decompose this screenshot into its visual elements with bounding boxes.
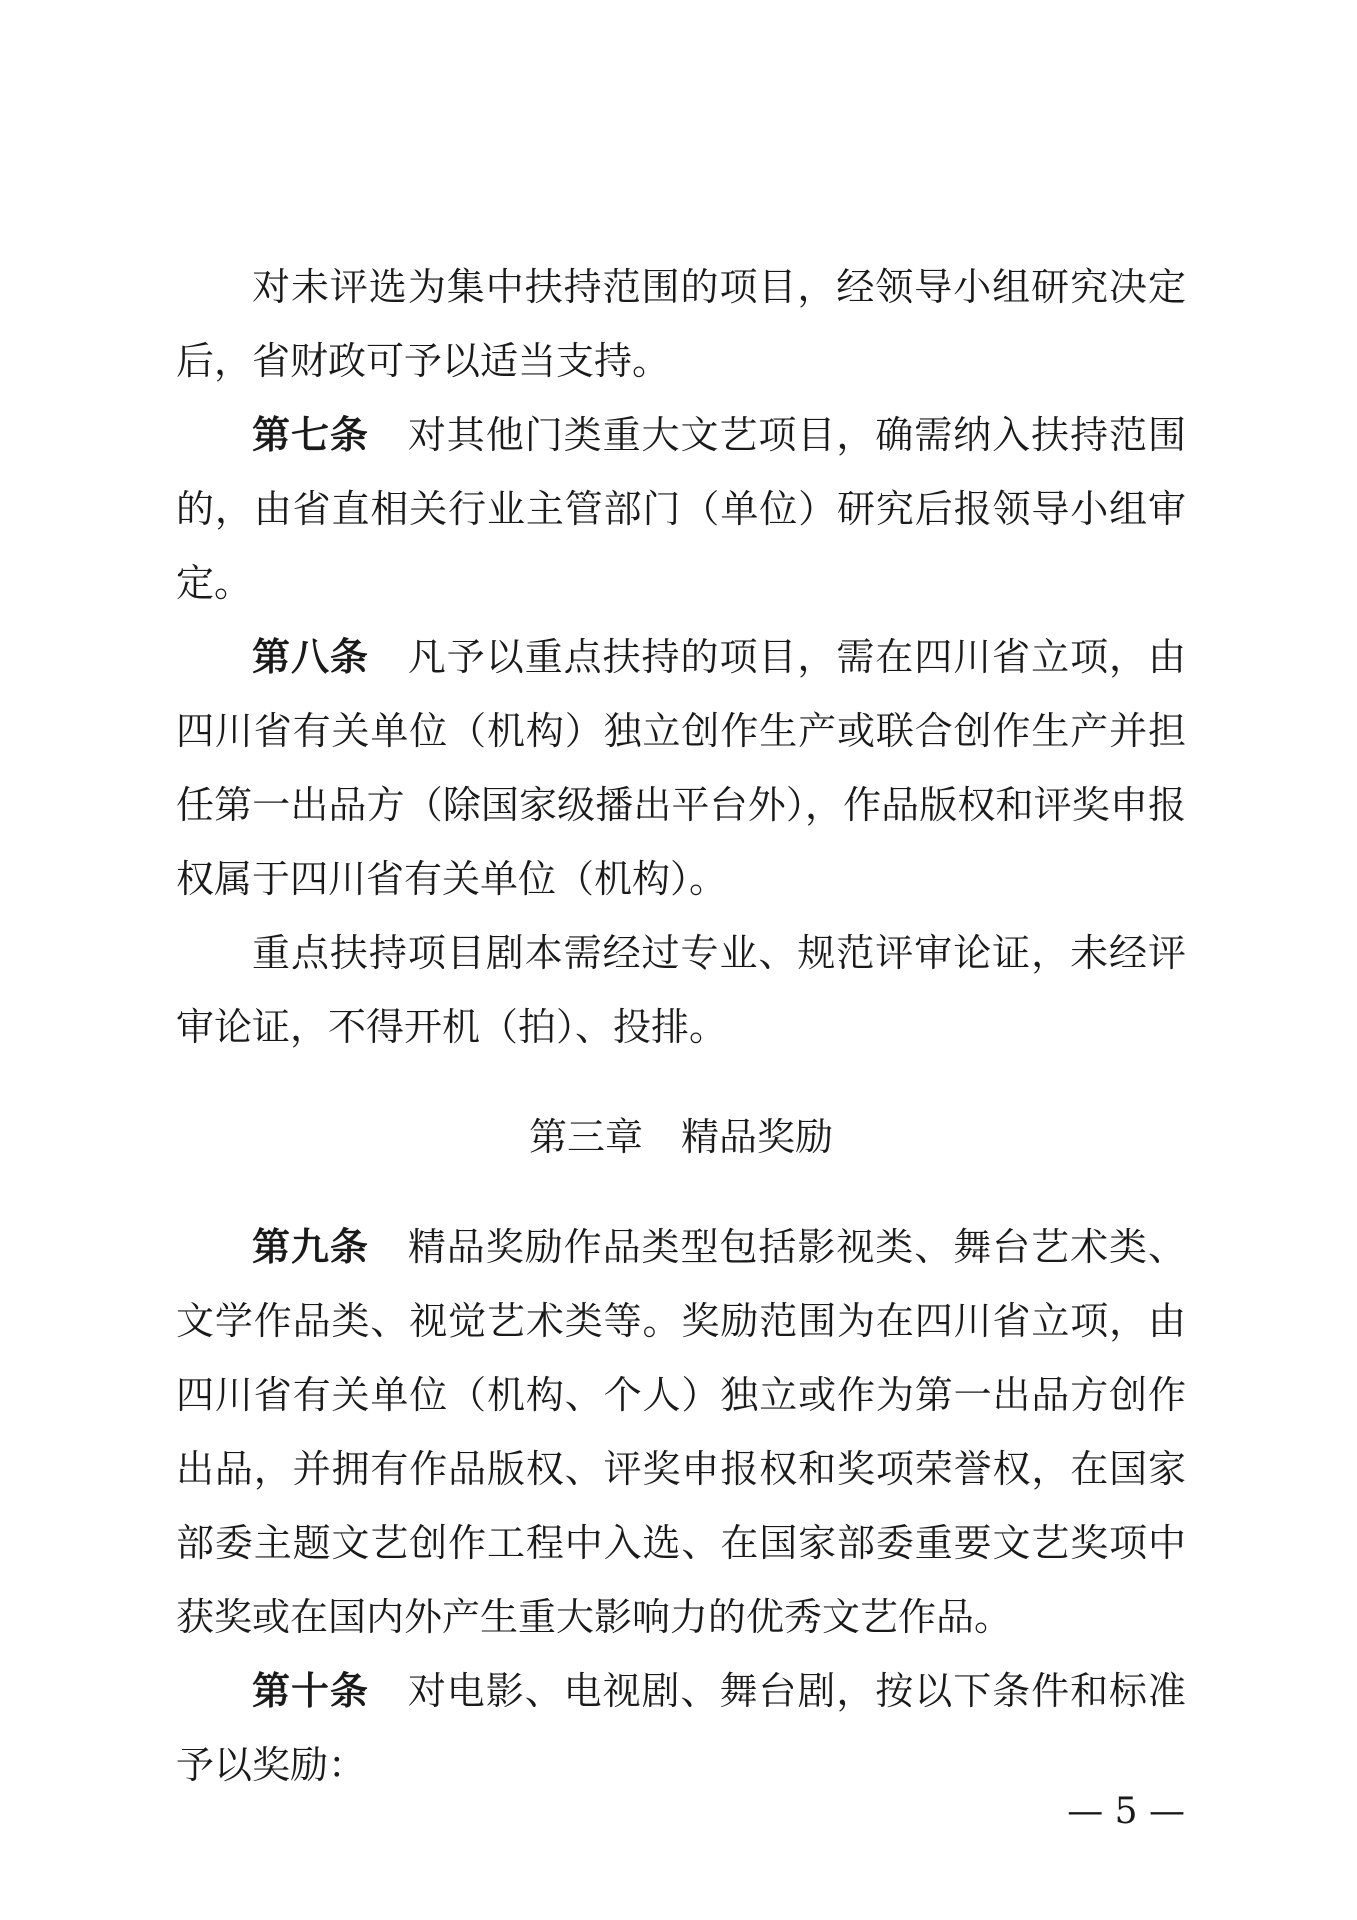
article-number: 第九条 — [252, 1225, 369, 1269]
document-body — [176, 250, 1186, 1802]
article-7 — [176, 398, 1186, 620]
article-number: 第八条 — [252, 635, 369, 679]
chapter-title: 精品奖励 — [681, 1115, 834, 1159]
paragraph-text: 重点扶持项目剧本需经过专业、规范评审论证，未经评审论证，不得开机（拍）、投排。 — [176, 931, 1186, 1049]
paragraph-text: 凡予以重点扶持的项目，需在四川省立项，由四川省有关单位（机构）独立创作生产或联合创作生产并担任第一出品方（除国家级播出平台外），作品版权和评奖申报权属于四川省有关单位（机构）。 — [176, 635, 1186, 901]
paragraph-script-review — [176, 916, 1186, 1064]
article-9 — [176, 1210, 1186, 1654]
article-8 — [176, 620, 1186, 916]
paragraph-continuation — [176, 250, 1186, 398]
article-number: 第十条 — [252, 1669, 369, 1713]
paragraph-text: 对电影、电视剧、舞台剧，按以下条件和标准予以奖励： — [176, 1669, 1186, 1787]
chapter-heading — [176, 1082, 1186, 1192]
paragraph-text: 对未评选为集中扶持范围的项目，经领导小组研究决定后，省财政可予以适当支持。 — [176, 265, 1186, 383]
paragraph-text: 精品奖励作品类型包括影视类、舞台艺术类、文学作品类、视觉艺术类等。奖励范围为在四川省立项，由四川省有关单位（机构、个人）独立或作为第一出品方创作出品，并拥有作品版权、评奖申报权和奖项荣誉权，在国家部委主题文艺创作工程中入选、在国家部委重要文艺奖项中获奖或在国内外产生重大影响力的优秀文艺作品。 — [176, 1225, 1186, 1639]
article-number: 第七条 — [252, 413, 369, 457]
article-10 — [176, 1654, 1186, 1802]
paragraph-text: 对其他门类重大文艺项目，确需纳入扶持范围的，由省直相关行业主管部门（单位）研究后报领导小组审定。 — [176, 413, 1186, 605]
page-number: — 5 — — [1067, 1791, 1185, 1832]
chapter-number: 第三章 — [528, 1115, 643, 1159]
